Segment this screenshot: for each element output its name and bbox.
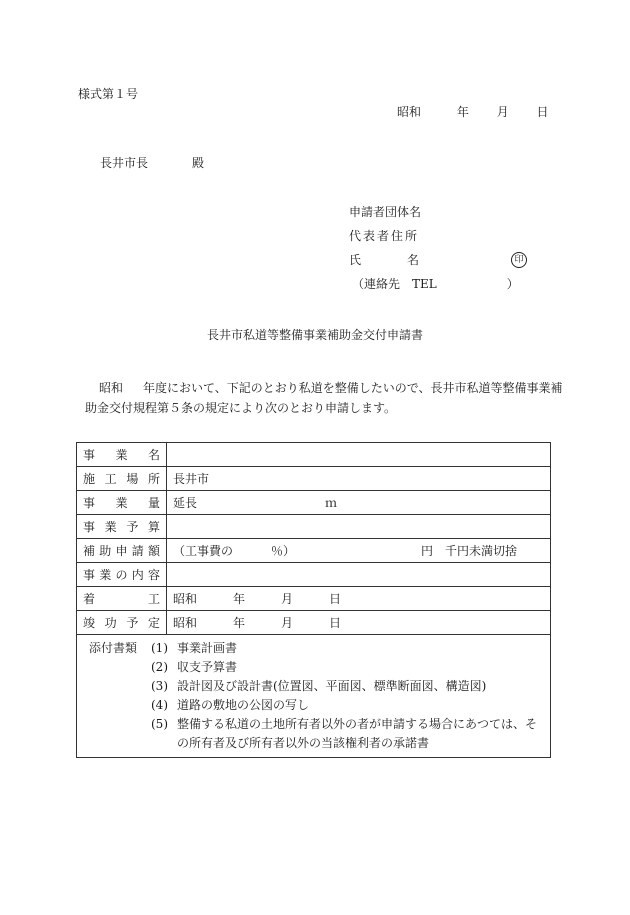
label-start: 着工 — [77, 587, 167, 611]
table-row — [77, 467, 551, 491]
label-completion: 竣功予定 — [77, 611, 167, 635]
completion-era: 昭和 — [173, 616, 198, 630]
date-day: 日 — [536, 105, 549, 119]
table-row — [77, 515, 551, 539]
attachment-number: (3) — [151, 679, 168, 693]
body-paragraph — [85, 378, 565, 418]
attachment-number: (4) — [151, 698, 168, 712]
label-location: 施工場所 — [77, 467, 167, 491]
value-quantity — [167, 491, 551, 515]
applicant-address-label: 代表者住所 — [349, 229, 420, 243]
value-location: 長井市 — [167, 467, 551, 491]
addressee — [100, 155, 204, 171]
table-row — [77, 635, 551, 758]
list-item — [151, 696, 544, 715]
value-start-date — [167, 587, 551, 611]
start-year: 年 — [233, 592, 246, 606]
applicant-contact — [352, 276, 519, 292]
list-item — [151, 658, 544, 677]
attachment-text: 道路の敷地の公図の写し — [177, 698, 310, 712]
contact-open: （連絡先 — [352, 277, 401, 291]
completion-day: 日 — [329, 616, 342, 630]
start-month: 月 — [281, 592, 294, 606]
table-row — [77, 539, 551, 563]
attachment-text: 整備する私道の土地所有者以外の者が申請する場合にあつては、その所有者及び所有者以外の当該権利者の承諾書 — [177, 717, 538, 750]
list-item — [151, 639, 544, 658]
attachment-number: (1) — [151, 641, 168, 655]
table-row — [77, 611, 551, 635]
table-row — [77, 563, 551, 587]
label-project-name: 事業名 — [77, 443, 167, 467]
name-label-first: 氏 — [349, 253, 362, 267]
date-era: 昭和 — [397, 105, 422, 119]
contact-close: ） — [506, 277, 519, 291]
value-completion-date — [167, 611, 551, 635]
label-content: 事業の内容 — [77, 563, 167, 587]
document-title: 長井市私道等整備事業補助金交付申請書 — [206, 328, 423, 342]
attachments-list — [151, 639, 544, 753]
label-subsidy: 補助申請額 — [77, 539, 167, 563]
seal-mark: 印 — [511, 252, 527, 268]
body-text: 年度において、下記のとおり私道を整備したいので、長井市私道等整備事業補助金交付規程第５条の規定により次のとおり申請します。 — [85, 381, 563, 415]
applicant-name-label — [349, 252, 419, 268]
addressee-honorific: 殿 — [192, 156, 205, 170]
date-month: 月 — [496, 105, 509, 119]
quantity-unit: ｍ — [325, 496, 338, 510]
value-budget — [167, 515, 551, 539]
label-quantity: 事業量 — [77, 491, 167, 515]
completion-month: 月 — [281, 616, 294, 630]
subsidy-percent: ％） — [271, 544, 296, 558]
subsidy-yen: 円 — [421, 544, 434, 558]
attachment-number: (5) — [151, 717, 168, 731]
application-date — [397, 104, 549, 120]
subsidy-open: （工事費の — [173, 544, 234, 558]
attachment-text: 事業計画書 — [177, 641, 238, 655]
start-era: 昭和 — [173, 592, 198, 606]
date-year: 年 — [456, 105, 469, 119]
value-subsidy — [167, 539, 551, 563]
table-row — [77, 587, 551, 611]
attachment-number: (2) — [151, 660, 168, 674]
start-day: 日 — [329, 592, 342, 606]
value-content — [167, 563, 551, 587]
attachments-cell — [77, 635, 551, 758]
list-item — [151, 677, 544, 696]
attachment-text: 設計図及び設計書(位置図、平面図、標準断面図、構造図) — [177, 679, 487, 693]
application-table — [76, 442, 551, 758]
attachments-title: 添付書類 — [89, 641, 138, 655]
table-row — [77, 443, 551, 467]
applicant-org-label: 申請者団体名 — [349, 205, 422, 219]
completion-year: 年 — [233, 616, 246, 630]
table-row — [77, 491, 551, 515]
subsidy-note: 千円未満切捨 — [445, 544, 518, 558]
body-era: 昭和 — [99, 381, 124, 395]
addressee-name: 長井市長 — [100, 156, 149, 170]
contact-tel: TEL — [412, 277, 437, 291]
form-number: 様式第１号 — [78, 87, 139, 101]
name-label-second: 名 — [407, 253, 420, 267]
list-item — [151, 715, 544, 753]
quantity-prefix: 延長 — [173, 496, 198, 510]
label-budget: 事業予算 — [77, 515, 167, 539]
value-project-name — [167, 443, 551, 467]
attachment-text: 収支予算書 — [177, 660, 238, 674]
